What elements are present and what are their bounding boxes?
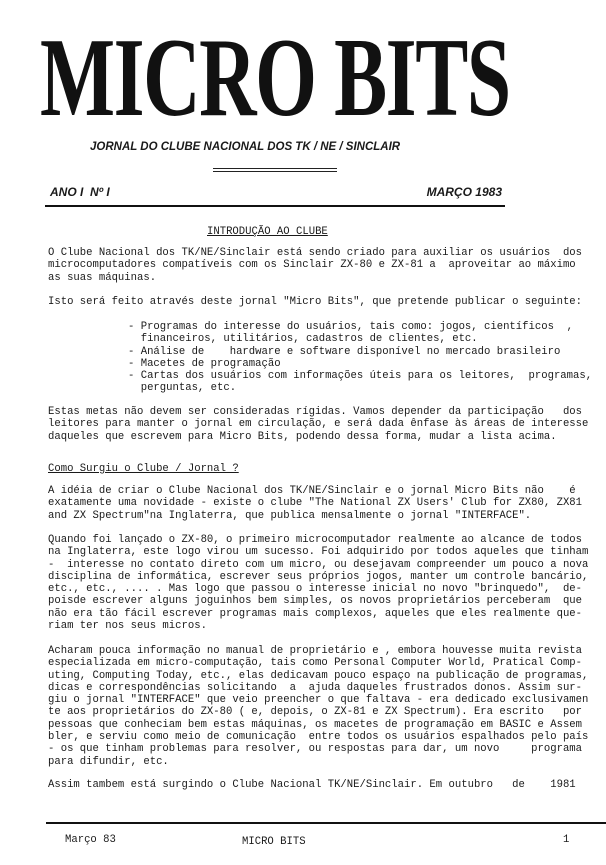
paragraph-zx80 <box>48 534 588 632</box>
text-line: giu o jornal "INTERFACE" que veio preencher o que faltava - era dedicado exclusivamen <box>48 694 589 707</box>
page-number: 1 <box>563 834 570 846</box>
issue-date: MARÇO 1983 <box>426 185 502 199</box>
text-line: Estas metas não devem ser consideradas rígidas. Vamos depender da participação dos <box>48 406 583 418</box>
text-line: para difundir, etc. <box>48 755 169 768</box>
text-line: riam ter nos seus micros. <box>48 620 207 633</box>
text-line: daqueles que escrevem para Micro Bits, podendo dessa forma, mudar a lista acima. <box>48 430 557 443</box>
text-line: - interesse no contato direto com um micro, ou desejavam compreender um pouco a nova <box>48 558 589 571</box>
text-line: na Inglaterra, este logo virou um sucesso. Foi adquirido por todos aqueles que tinham <box>48 546 589 559</box>
text-line: etc., etc., .... . Mas logo que passou o interesse inicial no novo "brinquedo", de- <box>48 583 583 596</box>
text-line: Isto será feito através deste jornal "Micro Bits", que pretende publicar o seguinte: <box>48 296 583 308</box>
section-heading: Como Surgiu o Clube / Jornal ? <box>48 463 239 475</box>
text-line: - Macetes de programação <box>128 357 281 370</box>
text-line: dicas e correspondências solicitando a ajuda daqueles frustrados donos. Assim sur- <box>48 681 583 694</box>
text-line: poisde escrever alguns joguinhos bem simples, os novos proprietários perceberam que <box>48 595 583 608</box>
masthead-title: MICRO BITS <box>40 16 510 140</box>
text-line: O Clube Nacional dos TK/NE/Sinclair está sendo criado para auxiliar os usuários dos <box>48 247 583 259</box>
text-line: Acharam pouca informação no manual de proprietário e , embora houvesse muita revista <box>48 645 583 657</box>
text-line: and ZX Spectrum"na Inglaterra, que publica mensalmente o jornal "INTERFACE". <box>48 509 532 522</box>
text-line: bler, e serviu como meio de comunicação entre todos os usuários espalhados pelo país <box>48 731 589 744</box>
text-line: especializada em micro-computação, tais como Personal Computer World, Pratical Comp- <box>48 657 583 670</box>
text-line: as suas máquinas. <box>48 271 157 284</box>
text-line: Assim tambem está surgindo o Clube Nacional TK/NE/Sinclair. Em outubro de 1981 <box>48 779 576 791</box>
header-rule <box>45 205 505 207</box>
paragraph-interface <box>48 645 588 768</box>
text-line: Quando foi lançado o ZX-80, o primeiro microcomputador realmente ao alcance de todos <box>48 534 583 546</box>
text-line: uting, Computing Today, etc., elas dedicavam pouco espaço na publicação de programas, <box>48 669 589 682</box>
text-line: - Programas do interesse do usuários, tais como: jogos, científicos , <box>128 321 574 333</box>
text-line: A idéia de criar o Clube Nacional dos TK/NE/Sinclair e o jornal Micro Bits não é <box>48 485 576 497</box>
text-line: - os que tinham problemas para resolver, ou respostas para dar, um novo programa <box>48 743 583 756</box>
text-line: exatamente uma novidade - existe o clube "The National ZX Users' Club for ZX80, ZX81 <box>48 497 583 510</box>
double-underline <box>213 168 337 172</box>
text-line: financeiros, utilitários, cadastros de clientes, etc. <box>128 333 478 346</box>
issue-number: ANO I Nº I <box>50 185 110 199</box>
list-lead-paragraph <box>48 296 582 308</box>
text-line: leitores para manter o jornal em circulação, e será dada ênfase às áreas de interesse <box>48 418 589 431</box>
text-line: pessoas que conheciam bem estas máquinas, os macetes de programação em BASIC e Assem <box>48 718 583 731</box>
text-line: não era tão fácil escrever programas mais complexos, aqueles que eles realmente que- <box>48 607 583 620</box>
feature-list <box>128 321 592 395</box>
text-line: disciplina de informática, escrever seus próprios jogos, manter um controle bancário, <box>48 570 589 583</box>
text-line: perguntas, etc. <box>128 382 237 395</box>
text-line: te aos proprietários do ZX-80 ( e, depois, o ZX-81 e ZX Spectrum). Era escrito por <box>48 706 583 719</box>
text-line: - Análise de hardware e software disponível no mercado brasileiro <box>128 345 561 358</box>
footer-rule <box>46 822 606 824</box>
intro-paragraph <box>48 247 582 284</box>
text-line: microcomputadores compatíveis com os Sinclair ZX-80 e ZX-81 a aproveitar ao máximo <box>48 259 576 272</box>
article-heading: INTRODUÇÃO AO CLUBE <box>207 226 328 238</box>
footer-date: Março 83 <box>65 834 116 846</box>
goals-paragraph <box>48 406 588 443</box>
paragraph-closing <box>48 779 576 791</box>
footer-title: MICRO BITS <box>242 836 306 848</box>
text-line: - Cartas dos usuários com informações úteis para os leitores, programas, <box>128 370 593 383</box>
masthead-subtitle: JORNAL DO CLUBE NACIONAL DOS TK / NE / SINCLAIR <box>90 141 401 153</box>
paragraph-origin <box>48 485 582 522</box>
